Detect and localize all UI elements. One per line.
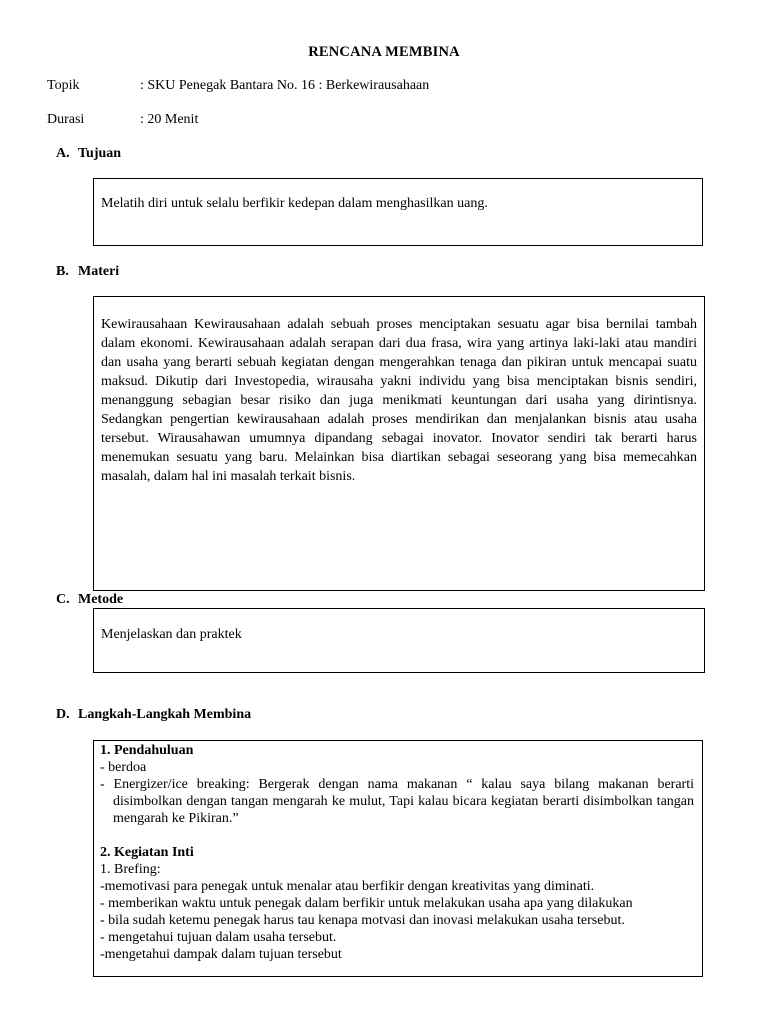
topik-label: Topik — [47, 78, 80, 93]
section-c-heading — [56, 592, 123, 608]
materi-text: Kewirausahaan Kewirausahaan adalah sebuah proses menciptakan sesuatu agar bisa bernilai tambah dalam ekonomi. Kewirausahaan adalah serapan dari dua frasa, wira yang artinya laki-laki atau mandiri dan usaha yang berarti sebuah kegiatan dengan mengerahkan tenaga dan pikiran untuk mencapai suatu maksud. Dikutip dari Investopedia, wirausaha yakni individu yang bisa menciptakan bisnis sendiri, menanggung sebagian besar risiko dan juga menikmati keuntungan dari usaha yang dirintisnya. Sedangkan pengertian kewirausahaan adalah proses mendirikan dan menjalankan bisnis atau usaha tersebut. Wirausahawan umumnya dipandang sebagai inovator. Inovator sendiri tak berarti harus menemukan sesuatu yang baru. Melainkan bisa diartikan sebagai seseorang yang bisa memecahkan masalah, dalam hal ini masalah terkait bisnis. — [101, 317, 697, 484]
materi-box — [93, 296, 705, 591]
section-d-letter: D. — [56, 707, 70, 722]
section-c-title: Metode — [78, 592, 124, 607]
durasi-value: : 20 Menit — [140, 112, 199, 127]
durasi-label: Durasi — [47, 112, 85, 127]
section-d-title: Langkah-Langkah Membina — [78, 707, 252, 722]
topik-value: : SKU Penegak Bantara No. 16 : Berkewirausahaan — [140, 78, 430, 93]
pendahuluan-heading: 1. Pendahuluan — [100, 743, 194, 758]
pendahuluan-item-berdoa: - berdoa — [100, 760, 147, 775]
kegiatan-item: -memotivasi para penegak untuk menalar atau berfikir dengan kreativitas yang diminati. — [100, 879, 595, 894]
document-title: RENCANA MEMBINA — [308, 44, 460, 60]
spacer — [100, 827, 694, 844]
langkah-box — [93, 740, 703, 977]
section-c-letter: C. — [56, 592, 70, 607]
section-b-title: Materi — [78, 264, 120, 279]
section-a-heading — [56, 146, 121, 162]
section-d-heading — [56, 707, 251, 723]
briefing-label: 1. Brefing: — [100, 862, 161, 877]
pendahuluan-item-energizer — [100, 776, 694, 827]
section-b-heading — [56, 264, 119, 280]
energizer-continuation: disimbolkan dengan tangan mengarah ke mulut, Tapi kalau bicara kegiatan berarti disimbolkan tangan mengarah ke Pikiran.” — [113, 794, 694, 826]
kegiatan-item: - bila sudah ketemu penegak harus tau kenapa motvasi dan inovasi melakukan usaha tersebut. — [100, 913, 625, 928]
metode-box — [93, 608, 705, 673]
section-b-letter: B. — [56, 264, 69, 279]
kegiatan-inti-heading: 2. Kegiatan Inti — [100, 845, 194, 860]
kegiatan-item: - memberikan waktu untuk penegak dalam berfikir untuk melakukan usaha apa yang dilakukan — [100, 896, 633, 911]
tujuan-text: Melatih diri untuk selalu berfikir kedepan dalam menghasilkan uang. — [101, 196, 488, 211]
metode-text: Menjelaskan dan praktek — [101, 627, 242, 642]
kegiatan-item: - mengetahui tujuan dalam usaha tersebut. — [100, 930, 337, 945]
energizer-first-line: - Energizer/ice breaking: Bergerak dengan nama makanan “ kalau saya bilang makanan berarti — [100, 777, 694, 792]
tujuan-box — [93, 178, 703, 246]
section-a-letter: A. — [56, 146, 70, 161]
section-a-title: Tujuan — [78, 146, 122, 161]
kegiatan-item: -mengetahui dampak dalam tujuan tersebut — [100, 947, 342, 962]
